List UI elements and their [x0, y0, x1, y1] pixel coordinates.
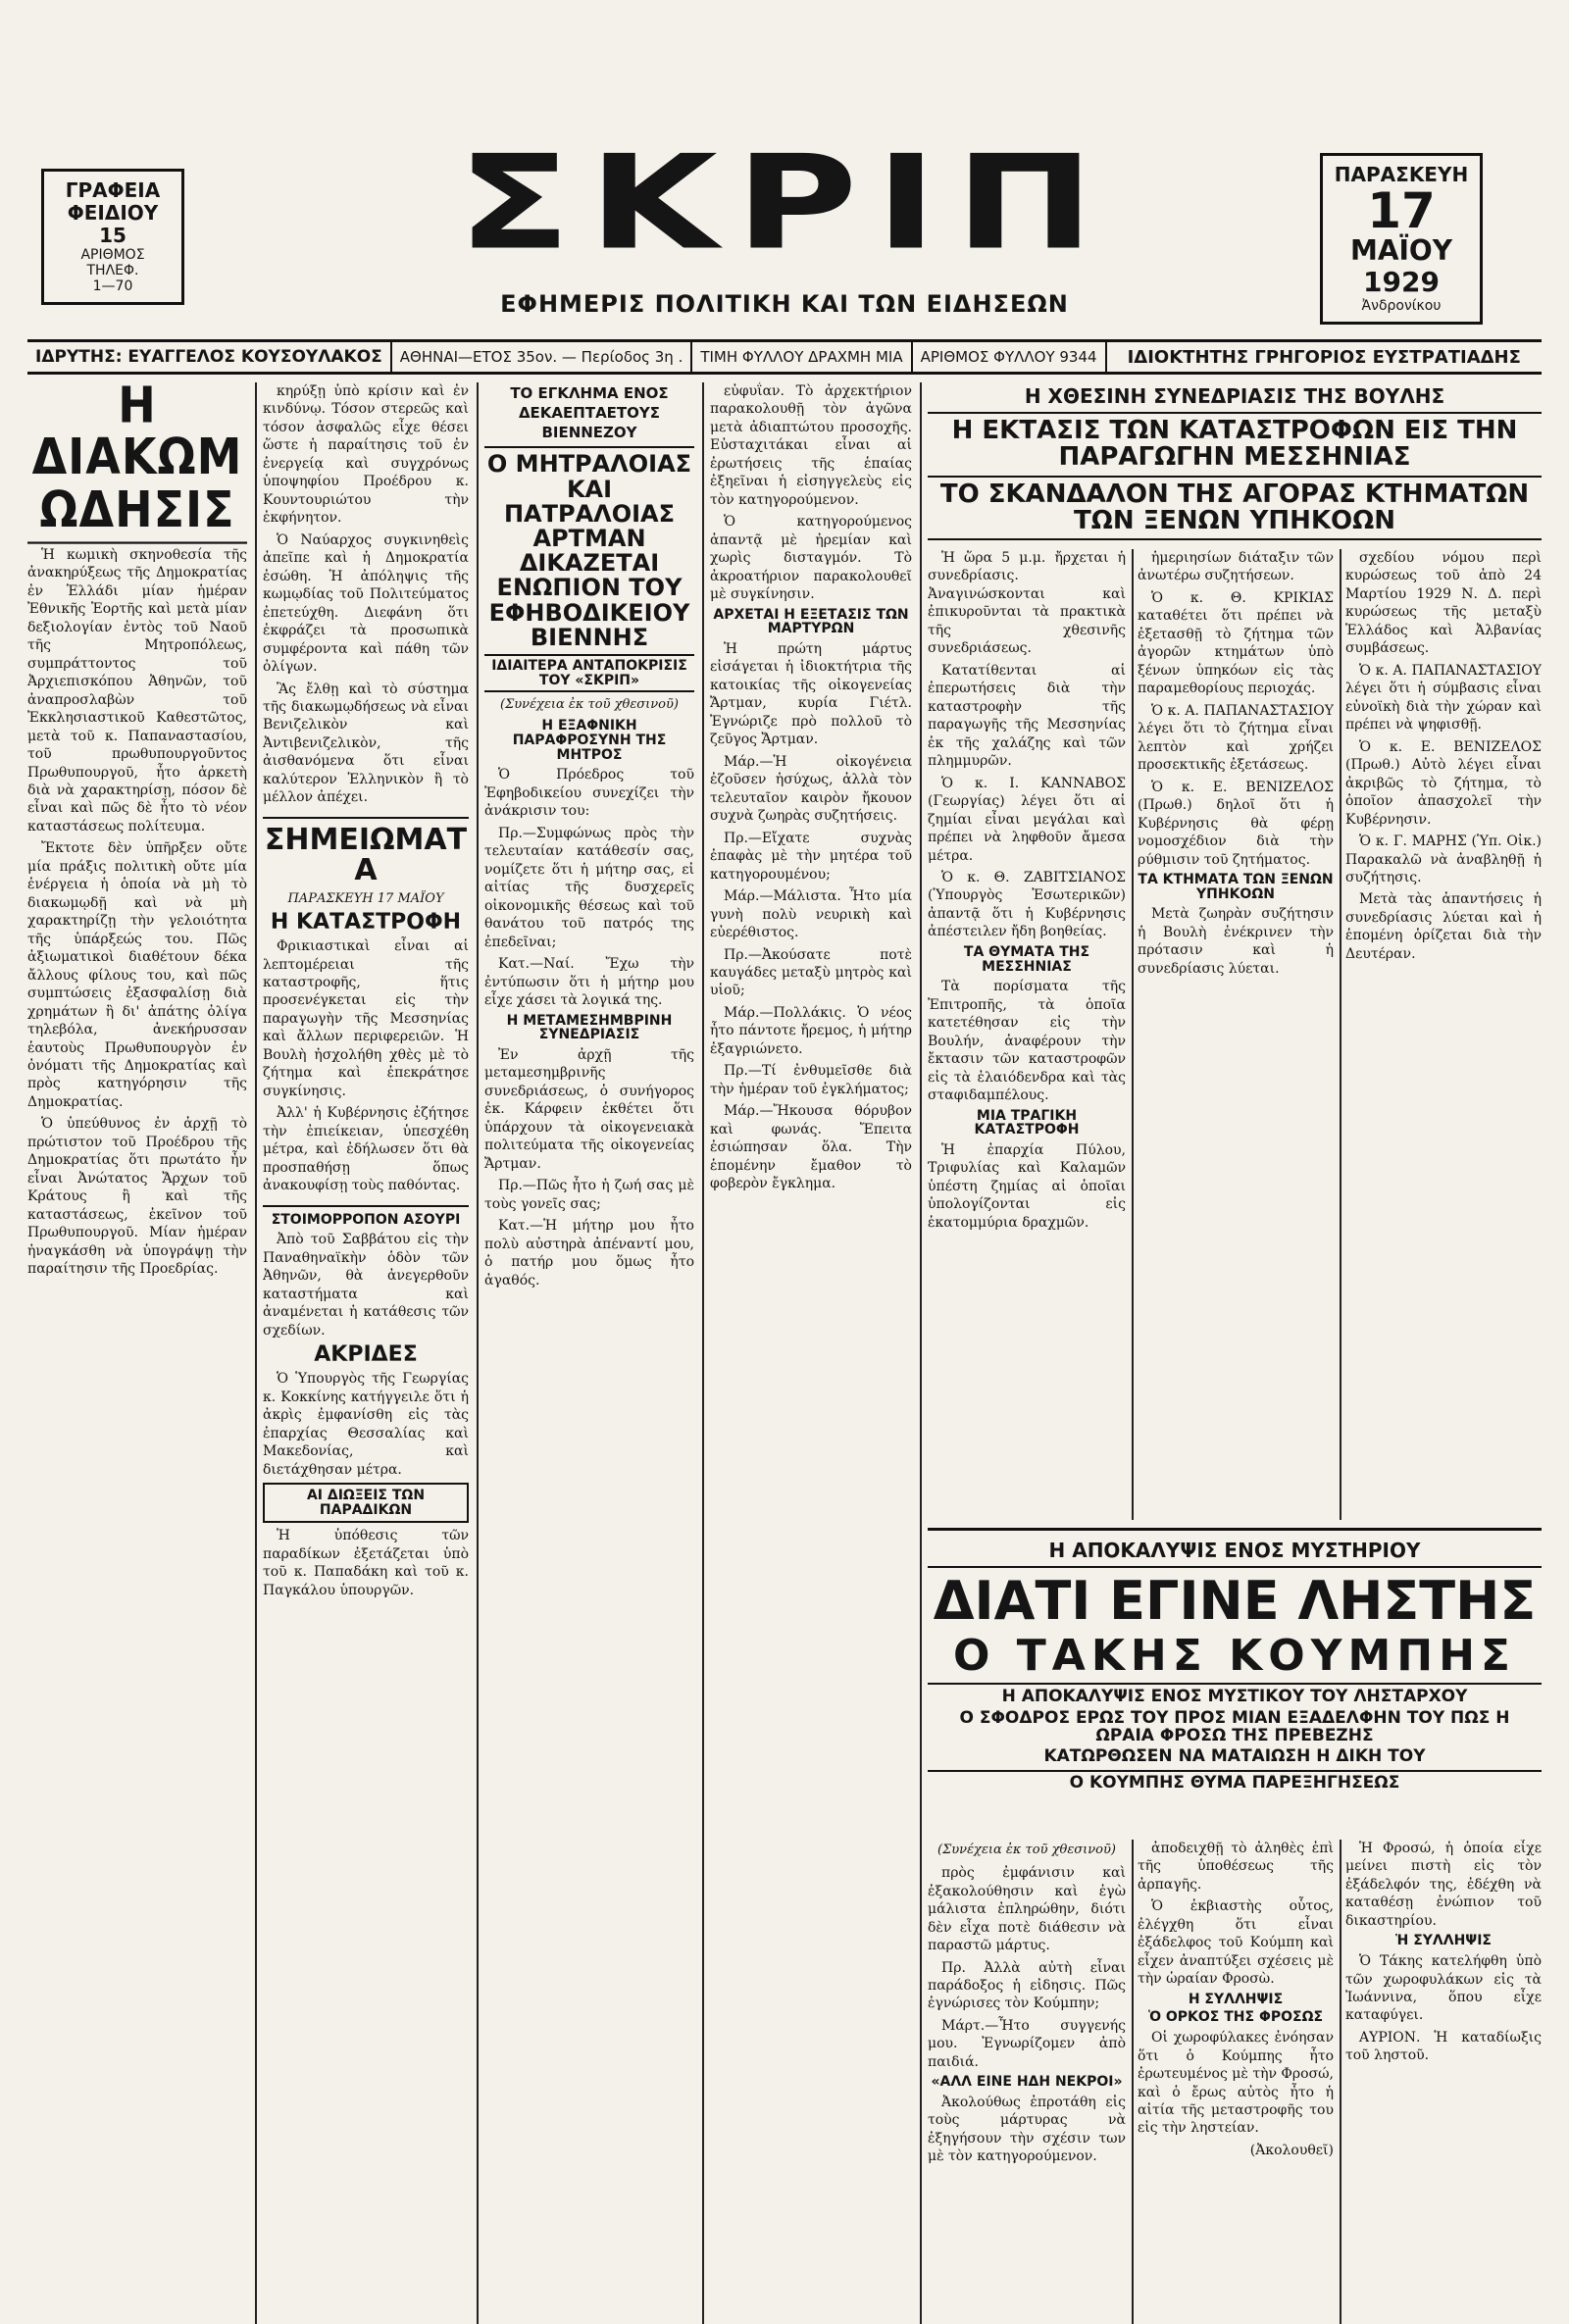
- story-column-b: [1138, 1840, 1334, 2324]
- paragraph: Ὁ κ. Γ. ΜΑΡΗΣ (Ὑπ. Οἰκ.) Παρακαλῶ νὰ ἀναβληθῇ ἡ συζήτησις.: [1345, 834, 1542, 885]
- story-subhead: Ὁ ΟΡΚΟΣ ΤΗΣ ΦΡΟΣΩΣ: [1147, 2009, 1324, 2026]
- phone-number: 1—70: [92, 278, 133, 295]
- owner: ΙΔΙΟΚΤΗΤΗΣ ΓΡΗΓΟΡΙΟΣ ΕΥΣΤΡΑΤΙΑΔΗΣ: [1127, 346, 1521, 368]
- story-deck-3: ΚΑΤΩΡΘΩΣΕΝ ΝΑ ΜΑΤΑΙΩΣΗ Η ΔΙΚΗ ΤΟΥ: [1043, 1746, 1426, 1767]
- paragraph: Ἀπὸ τοῦ Σαββάτου εἰς τὴν Παναθηναϊκὴν ὁδὸν τῶν Ἀθηνῶν, θὰ ἀνεγερθοῦν καταστήματα καὶ ἀναμένεται ἡ κατάθεσις τῶν σχεδίων.: [263, 1232, 469, 1339]
- paragraph: Μάρ.—Ἤκουσα θόρυβον καὶ φωνάς. Ἔπειτα ἐσιώπησαν ὅλα. Τὴν ἑπομένην ἔμαθον τὸ φοβερὸν ἔγκλημα.: [710, 1103, 912, 1192]
- paragraph: Πρ.—Συμφώνως πρὸς τὴν τελευταίαν κατάθεσίν σας, νομίζετε ὅτι ἡ μήτηρ σας, εἰ αἰτίας τῆς δυσχερεῖς οἰκονομικῆς θέσεως καὶ τοῦ θανάτου τοῦ πατρός της ἐπεδεῖναι;: [484, 825, 694, 950]
- story-deck-1: Η ΑΠΟΚΑΛΥΨΙΣ ΕΝΟΣ ΜΥΣΤΙΚΟΥ ΤΟΥ ΛΗΣΤΑΡΧΟΥ: [928, 1683, 1542, 1706]
- paragraph: Ὁ Πρόεδρος τοῦ Ἐφηβοδικείου συνεχίζει τὴν ἀνάκρισιν του:: [484, 767, 694, 820]
- paragraph: Τὰ πορίσματα τῆς Ἐπιτροπῆς, τὰ ὁποῖα κατετέθησαν εἰς τὴν Βουλήν, ἀναφέρουν τὴν ἔκτασιν τῶν καταστροφῶν εἰς τὰ ἐλαιόδενδρα καὶ τὰς σταφιδαμπέλους.: [928, 979, 1126, 1104]
- column-rule: [920, 382, 922, 2324]
- founder: ΙΔΡΥΤΗΣ: ΕΥΑΓΓΕΛΟΣ ΚΟΥΣΟΥΛΑΚΟΣ: [27, 342, 392, 372]
- columns-area: [27, 382, 1542, 2324]
- paragraph: Ὁ κ. Α. ΠΑΠΑΝΑΣΤΑΣΙΟΥ λέγει ὅτι ἡ σύμβασις εἶναι εὐνοϊκὴ διὰ τὴν χώραν καὶ πρέπει νὰ ψηφισθῇ.: [1345, 662, 1542, 733]
- box-title: ΣΤΟΙΜΟΡΡΟΠΟΝ ΑΣΟΥΡΙ: [271, 1211, 461, 1228]
- column-rule: [702, 382, 704, 2324]
- separator: [263, 1205, 469, 1207]
- tragic-section: ΜΙΑ ΤΡΑΓΙΚΗ ΚΑΤΑΣΤΡΟΦΗ: [974, 1107, 1080, 1138]
- column-7: [1345, 549, 1542, 1520]
- paragraph: Πρ.—Εἴχατε συχνὰς ἐπαφὰς μὲ τὴν μητέρα τοῦ κατηγορουμένου;: [710, 830, 912, 883]
- notes-title: Η ΚΑΤΑΣΤΡΟΦΗ: [270, 909, 462, 935]
- paragraph: ἀποδειχθῇ τὸ ἀληθὲς ἐπὶ τῆς ὑποθέσεως τῆς ἀρπαγῆς.: [1138, 1841, 1334, 1893]
- parliament-kicker: Η ΧΘΕΣΙΝΗ ΣΥΝΕΔΡΙΑΣΙΣ ΤΗΣ ΒΟΥΛΗΣ: [928, 382, 1542, 414]
- story-headline-1: ΔΙΑΤΙ ΕΓΙΝΕ ΛΗΣΤΗΣ: [933, 1570, 1537, 1632]
- paragraph: κηρύξῃ ὑπὸ κρίσιν καὶ ἐν κινδύνῳ. Τόσον στερεῶς καὶ τόσον ἀσφαλῶς εἶχε θέσει ὥστε ἡ παραίτησις τοῦ ἐν ἐνεργείᾳ καὶ συγχρόνως ὑποψηφίου Προέδρου κ. Κουντουριώτου τὴν ἐκφήνητον.: [263, 383, 469, 527]
- newspaper-title: ΣΚΡΙΠ: [457, 127, 1112, 279]
- paragraph: Κατατίθενται αἱ ἐπερωτήσεις διὰ τὴν καταστροφὴν τῆς παραγωγῆς τῆς Μεσσηνίας ἐκ τῆς χαλάζης καὶ τῶν πλημμυρῶν.: [928, 662, 1126, 770]
- issue-number: ΑΡΙΘΜΟΣ ΦΥΛΛΟΥ 9344: [913, 342, 1107, 372]
- paragraph: Ὁ Ναύαρχος συγκινηθεὶς ἀπεῖπε καὶ ἡ Δημοκρατία ἐσώθη. Ἡ ἀπόληψις τῆς κωμῳδίας τοῦ Πολιτεύματος ἐπετεύχθη. Διεφάνη ὅτι ἐκφράζει τὰ προσωπικὰ συμφέροντα καὶ πάθη τῶν ὀλίγων.: [263, 531, 469, 676]
- column-3: [484, 382, 694, 2324]
- date-month: ΜΑΪΟΥ: [1349, 234, 1453, 267]
- paragraph: Ἡ Φροσώ, ἡ ὁποία εἶχε μείνει πιστὴ εἰς τὸν ἐξάδελφόν της, ἐδέχθη νὰ καταθέσῃ ἐνώπιον τοῦ δικαστηρίου.: [1345, 1841, 1542, 1929]
- trial-headline: Ο ΜΗΤΡΑΛΟΙΑΣ ΚΑΙ ΠΑΤΡΑΛΟΙΑΣ ΑΡΤΜΑΝ ΔΙΚΑΖΕΤΑΙ ΕΝΩΠΙΟΝ ΤΟΥ ΕΦΗΒΟΔΙΚΕΙΟΥ ΒΙΕΝΝΗΣ: [486, 450, 692, 651]
- trial-section-2: Η ΜΕΤΑΜΕΣΗΜΒΡΙΝΗ ΣΥΝΕΔΡΙΑΣΙΣ: [506, 1012, 673, 1043]
- column-5: [928, 549, 1126, 1520]
- column-2: [263, 382, 469, 2324]
- paragraph: ΑΥΡΙΟΝ. Ἡ καταδίωξις τοῦ ληστοῦ.: [1345, 2029, 1542, 2064]
- paragraph: Ἡ ἐπαρχία Πύλου, Τριφυλίας καὶ Καλαμῶν ὑπέστη ζημίας αἱ ὁποῖαι ὑπολογίζονται εἰς ἑκατομμύρια δραχμῶν.: [928, 1141, 1126, 1231]
- paragraph: πρὸς ἐμφάνισιν καὶ ἐξακολούθησιν καὶ ἐγὼ μάλιστα ἐπληρώθην, διότι δὲν εἶχα ποτὲ διάθεσιν νὰ παραστῶ μάρτυς.: [928, 1865, 1126, 1954]
- paragraph: Φρικιαστικαὶ εἶναι αἱ λεπτομέρειαι τῆς καταστροφῆς, ἥτις προσενέγκεται εἰς τὴν παραγωγὴν τῆς Μεσσηνίας καὶ ἄλλων περιφερειῶν. Ἡ Βουλὴ ἠσχολήθη χθὲς μὲ τὸ ζήτημα καὶ ἐπεκράτησε συγκίνησις.: [263, 938, 469, 1099]
- column-6: [1138, 549, 1334, 1520]
- paragraph: Μετὰ ζωηρὰν συζήτησιν ἡ Βουλὴ ἐνέκρινεν τὴν πρότασιν καὶ ἡ συνεδρίασις λύεται.: [1138, 906, 1334, 977]
- paragraph: ἡμεριησίων διάταξιν τῶν ἀνωτέρω συζητήσεων.: [1138, 550, 1334, 584]
- column-rule: [1340, 549, 1341, 1520]
- trial-byline: ΙΔΙΑΙΤΕΡΑ ΑΝΤΑΠΟΚΡΙΣΙΣ ΤΟΥ «ΣΚΡΙΠ»: [484, 654, 694, 692]
- bottom-title: ΑΙ ΔΙΩΞΕΙΣ ΤΩΝ ΠΑΡΑΔΙΚΩΝ: [263, 1483, 469, 1523]
- paragraph: Μάρ.—Πολλάκις. Ὁ νέος ἦτο πάντοτε ἤρεμος, ἡ μήτηρ ἐξαγριώνετο.: [710, 1004, 912, 1057]
- column-rule: [477, 382, 479, 2324]
- column-rule: [255, 382, 257, 2324]
- city-year: ΑΘΗΝΑΙ—ΕΤΟΣ 35ον. — Περίοδος 3η .: [392, 342, 693, 372]
- paragraph: Ὁ Τάκης κατελήφθη ὑπὸ τῶν χωροφυλάκων εἰς τὰ Ἰωάννινα, ὅπου εἶχε καταφύγει.: [1345, 1953, 1542, 2024]
- story-column-a: [928, 1840, 1126, 2324]
- date-box: [1320, 153, 1483, 325]
- paragraph: Ἀκολούθως ἐπροτάθη εἰς τοὺς μάρτυρας νὰ ἐξηγήσουν τὴν σχέσιν των μὲ τὸν κατηγορούμενον.: [928, 2095, 1126, 2165]
- paragraph: εὐφυΐαν. Τὸ ἀρχεκτήριον παρακολουθῇ τὸν ἀγῶνα μετὰ ἀδιαπτώτου προσοχῆς. Εὐσταχιτάκαι εἶναι αἱ ἐρωτήσεις τῆς ἑπαίας ἐξηεῖναι ἡ εἰσηγγελεὺς εἰς τὸν κατηγορούμενον.: [710, 383, 912, 508]
- newspaper-tagline: ΕΦΗΜΕΡΙΣ ΠΟΛΙΤΙΚΗ ΚΑΙ ΤΩΝ ΕΙΔΗΣΕΩΝ: [500, 290, 1069, 318]
- paragraph: Ὁ ὑπεύθυνος ἐν ἀρχῇ τὸ πρώτιστον τοῦ Προέδρου τῆς Δημοκρατίας ὅτι πρωτάτο ἦν εἶναι Ἀνώτατος Ἄρχων τοῦ Κράτους ἢ καὶ τῆς καταστάσεως, ἐκεῖνον τοῦ Πρωθυπουργοῦ. Μίαν ἡμέραν ἠναγκάσθη νὰ ὑπογράψῃ τὴν παραίτησιν τῆς Προεδρίας.: [27, 1116, 247, 1278]
- akrides-title: ΑΚΡΙΔΕΣ: [314, 1342, 418, 1368]
- witness-section: ΑΡΧΕΤΑΙ Η ΕΞΕΤΑΣΙΣ ΤΩΝ ΜΑΡΤΥΡΩΝ: [713, 606, 909, 637]
- phone-label: ΑΡΙΘΜΟΣ ΤΗΛΕΦ.: [80, 247, 145, 279]
- paragraph: Μάρ.—Μάλιστα. Ἦτο μία γυνὴ πολὺ νευρικὴ καὶ εὐερέθιστος.: [710, 888, 912, 941]
- paragraph: Ὁ κ. Ε. ΒΕΝΙΖΕΛΟΣ (Πρωθ.) δηλοῖ ὅτι ἡ Κυβέρνησις θὰ φέρῃ νομοσχέδιον διὰ τὴν ρύθμισιν τοῦ ζητήματος.: [1138, 779, 1334, 868]
- paragraph: Ὁ ἐκβιαστὴς οὗτος, ἐλέγχθη ὅτι εἶναι ἐξάδελφος τοῦ Κούμπη καὶ εἶχεν ἀναπτύξει σχέσεις μὲ τὴν ὡραίαν Φροσὼ.: [1138, 1898, 1334, 1988]
- paragraph: Ὁ κ. Α. ΠΑΠΑΝΑΣΤΑΣΙΟΥ λέγει ὅτι τὸ ζήτημα εἶναι λεπτὸν καὶ χρήζει προσεκτικῆς ἐξετάσεως.: [1138, 702, 1334, 774]
- trial-continued: (Συνέχεια ἐκ τοῦ χθεσινοῦ): [500, 697, 679, 713]
- paragraph: Ἔκτοτε δὲν ὑπῆρξεν οὔτε μία πράξις πολιτικὴ οὔτε μία ἐνέργεια ἡ ὁποία νὰ μὴ τὸ διακωμῳδῇ καὶ νὰ μὴ χαρακτηρίζῃ τὴν γελοιότητα τῆς ὑπάρξεώς του. Πῶς ἀξιωματικοὶ διαθέτουν δέκα ἄλλους φίλους του, καὶ πῶς συμπτώσεις ἐξασφαλίσῃ διὰ χρημάτων ἢ δι' ἀπάτης ὀλίγα τηλεβόλα, ἀνεκήρυσσαν ἑαυτοὺς Πρωθυπουργὸν ἐν ὀνόματι τῆς Δημοκρατίας καὶ πρὸς κατηγόρησιν τῆς Δημοκρατίας.: [27, 840, 247, 1110]
- parliament-headline-2: ΤΟ ΣΚΑΝΔΑΛΟΝ ΤΗΣ ΑΓΟΡΑΣ ΚΤΗΜΑΤΩΝ ΤΩΝ ΞΕΝΩΝ ΥΠΗΚΟΩΝ: [928, 481, 1542, 541]
- date-weekday: ΠΑΡΑΣΚΕΥΗ: [1334, 163, 1469, 186]
- separator: [263, 817, 469, 819]
- paragraph: Ἐν ἀρχῇ τῆς μεταμεσημβρινῆς συνεδριάσεως, ὁ συνήγορος ἐκ. Κάρφειν ἐκθέτει ὅτι ὑπάρχουν τὰ οἰκογενειακὰ πολιτεύματα τῆς οἰκογενείας Ἄρτμαν.: [484, 1046, 694, 1172]
- paragraph: σχεδίου νόμου περὶ κυρώσεως τοῦ ἀπὸ 24 Μαρτίου 1929 Ν. Δ. περὶ κυρώσεως τῆς μεταξὺ Ἑλλάδος καὶ Ἀλβανίας συμβάσεως.: [1345, 550, 1542, 657]
- paragraph: Μάρτ.—Ἦτο συγγενής μου. Ἐγνωρίζομεν ἀπὸ παιδιά.: [928, 2017, 1126, 2070]
- victims-section: ΤΑ ΘΥΜΑΤΑ ΤΗΣ ΜΕΣΣΗΝΙΑΣ: [963, 943, 1090, 975]
- paragraph: Ὁ κατηγορούμενος ἀπαντᾷ μὲ ἠρεμίαν καὶ χωρὶς δισταγμόν. Τὸ ἀκροατήριον παρακολουθεῖ μὲ συγκίνησιν.: [710, 514, 912, 603]
- masthead: [27, 35, 1542, 318]
- paragraph: Κατ.—Ναί. Ἔχω τὴν ἐντύπωσιν ὅτι ἡ μήτηρ μου εἶχε χάσει τὰ λογικά της.: [484, 956, 694, 1009]
- story-column-c: [1345, 1840, 1542, 2324]
- notes-date: ΠΑΡΑΣΚΕΥΗ 17 ΜΑΪΟΥ: [287, 890, 444, 906]
- foreign-estates-section: ΤΑ ΚΤΗΜΑΤΑ ΤΩΝ ΞΕΝΩΝ ΥΠΗΚΟΩΝ: [1138, 871, 1334, 902]
- paragraph: Ἡ κωμικὴ σκηνοθεσία τῆς ἀνακηρύξεως τῆς Δημοκρατίας ἐν Ἑλλάδι μίαν ἡμέραν Ἐθνικῆς Ἑορτῆς καὶ μετὰ μίαν δεξιολογίαν ἐντὸς τοῦ Ναοῦ τῆς Μητροπόλεως, συμπράττοντος τοῦ Ἀρχιεπισκόπου Ἀθηνῶν, τοῦ ἀναπροσλαβὼν τοῦ Ἐκκλησιαστικοῦ Καθεστῶτος, μετὰ τοῦ κ. Παπαναστασίου, τοῦ πρωθυπουργοῦντος Πρωθυπουργοῦ, ἦτο ἀρκετὴ διὰ νὰ χαρακτηρίσῃ, πόσον δὲ εἶναι καὶ πῶς δὲ ἦτο τὸ νέον καταστάσεως πολίτευμα.: [27, 546, 247, 834]
- story-deck-4: Ο ΚΟΥΜΠΗΣ ΘΥΜΑ ΠΑΡΕΞΗΓΗΣΕΩΣ: [928, 1770, 1542, 1793]
- office-label: ΓΡΑΦΕΙΑ: [65, 178, 161, 202]
- paragraph: Κατ.—Ἡ μήτηρ μου ἦτο πολὺ αὐστηρὰ ἀπέναντί μου, ὁ πατήρ μου ὅμως ἦτο ἀγαθός.: [484, 1218, 694, 1288]
- paragraph: Πρ.—Ἀκούσατε ποτὲ καυγάδες μεταξὺ μητρὸς καὶ υἱοῦ;: [710, 946, 912, 999]
- paragraph: Ἡ πρώτη μάρτυς εἰσάγεται ἡ ἰδιοκτήτρια τῆς κατοικίας τῆς οἰκογενείας Ἄρτμαν, κυρία Γιέτλ. Ἐγνώριζε πρὸ πολλοῦ τὸ ζεῦγος Ἄρτμαν.: [710, 641, 912, 748]
- paragraph: Ἀλλ' ἡ Κυβέρνησις ἐζήτησε τὴν ἐπιείκειαν, ὑπεσχέθη μέτρα, καὶ ἐδήλωσεν ὅτι θὰ προσπαθήσῃ ὅπως ἀνακουφίσῃ τοὺς παθόντας.: [263, 1105, 469, 1194]
- story-headlines: [928, 1528, 1542, 1835]
- date-saint: Ἀνδρονίκου: [1361, 298, 1442, 315]
- story-subhead: Ἡ ΣΥΛΛΗΨΙΣ: [1395, 1933, 1492, 1949]
- paragraph: Πρ.—Πῶς ἦτο ἡ ζωή σας μὲ τοὺς γονεῖς σας;: [484, 1178, 694, 1212]
- paragraph: Ἡ ὥρα 5 μ.μ. ἤρχεται ἡ συνεδρίασις. Ἀναγινώσκονται καὶ ἐπικυροῦνται τὰ πρακτικὰ τῆς χθεσινῆς συνεδριάσεως.: [928, 550, 1126, 657]
- column-rule: [1340, 1840, 1341, 2324]
- story-kicker: Η ΑΠΟΚΑΛΥΨΙΣ ΕΝΟΣ ΜΥΣΤΗΡΙΟΥ: [928, 1537, 1542, 1568]
- column-1: [27, 382, 247, 2324]
- paragraph: Ὁ κ. Ι. ΚΑΝΝΑΒΟΣ (Γεωργίας) λέγει ὅτι αἱ ζημίαι εἶναι μεγάλαι καὶ πρέπει νὰ ληφθοῦν ἄμεσα μέτρα.: [928, 775, 1126, 864]
- paragraph: Πρ. Ἀλλὰ αὐτὴ εἶναι παράδοξος ἡ εἰδησις. Πῶς ἐγνώρισες τὸν Κούμπην;: [928, 1959, 1126, 2012]
- paragraph: Ὁ Ὑπουργὸς τῆς Γεωργίας κ. Κοκκίνης κατήγγειλε ὅτι ἡ ἀκρὶς ἐμφανίσθη εἰς τὰς ἐπαρχίας Θεσσαλίας καὶ Μακεδονίας, καὶ διετάχθησαν μέτρα.: [263, 1371, 469, 1478]
- paragraph: Ἂς ἔλθῃ καὶ τὸ σύστημα τῆς διακωμῳδήσεως νὰ εἶναι Βενιζελικὸν καὶ Ἀντιβενιζελικὸν, τῆς ἀισθανόμενα ὅτι εἶναι καλύτερον Ἑλληνικὸν ἢ τὸ μέλλον ἀπέχει.: [263, 681, 469, 806]
- date-year: 1929: [1363, 266, 1440, 299]
- office-address: ΦΕΙΔΙΟΥ 15: [67, 201, 159, 247]
- paragraph: Οἱ χωροφύλακες ἐνόησαν ὅτι ὁ Κούμπης ἦτο ἐρωτευμένος μὲ τὴν Φροσώ, καὶ ὁ ἔρως αὐτὸς ἦτο ἡ αἰτία τῆς μεταστροφῆς του εἰς τὴν ληστείαν.: [1138, 2030, 1334, 2137]
- lead-headline: Η ΔΙΑΚΩΜΩΔΗΣΙΣ: [27, 382, 247, 544]
- parliament-headline-1: Η ΕΚΤΑΣΙΣ ΤΩΝ ΚΑΤΑΣΤΡΟΦΩΝ ΕΙΣ ΤΗΝ ΠΑΡΑΓΩΓΗΝ ΜΕΣΣΗΝΙΑΣ: [928, 418, 1542, 478]
- story-subhead: Η ΣΥΛΛΗΨΙΣ: [1188, 1991, 1284, 2007]
- story-continued: (Συνέχεια ἐκ τοῦ χθεσινοῦ): [937, 1843, 1116, 1857]
- trial-section-1: Η ΕΞΑΦΝΙΚΗ ΠΑΡΑΦΡΟΣΥΝΗ ΤΗΣ ΜΗΤΡΟΣ: [512, 718, 667, 763]
- paragraph: Ὁ κ. Θ. ΚΡΙΚΙΑΣ καταθέτει ὅτι πρέπει νὰ ἐξετασθῇ τὸ ζήτημα τῶν ἀγορῶν κτημάτων ὑπὸ ξένων ὑπηκόων εἰς τὰς παραμεθορίους περιοχάς.: [1138, 589, 1334, 697]
- trial-kicker: ΤΟ ΕΓΚΛΗΜΑ ΕΝΟΣ ΔΕΚΑΕΠΤΑΕΤΟΥΣ ΒΙΕΝΝΕΖΟΥ: [484, 382, 694, 448]
- issue-price: ΤΙΜΗ ΦΥΛΛΟΥ ΔΡΑΧΜΗ ΜΙΑ: [692, 342, 912, 372]
- parliament-headlines: [928, 382, 1542, 544]
- paragraph: Ὁ κ. Θ. ΖΑΒΙΤΣΙΑΝΟΣ (Ὑπουργὸς Ἐσωτερικῶν) ἀπαντᾷ ὅτι ἡ Κυβέρνησις ἀπέστειλεν ἤδη βοηθείας.: [928, 869, 1126, 940]
- story-deck-2: Ο ΣΦΟΔΡΟΣ ΕΡΩΣ ΤΟΥ ΠΡΟΣ ΜΙΑΝ ΕΞΑΔΕΛΦΗΝ ΤΟΥ ΠΩΣ Η ΩΡΑΙΑ ΦΡΟΣΩ ΤΗΣ ΠΡΕΒΕΖΗΣ: [959, 1707, 1510, 1745]
- column-4: [710, 382, 912, 2324]
- paragraph: Πρ.—Τί ἐνθυμεῖσθε διὰ τὴν ἡμέραν τοῦ ἐγκλήματος;: [710, 1063, 912, 1097]
- info-bar: [27, 339, 1542, 375]
- story-follows: (Ἀκολουθεῖ): [1249, 2142, 1334, 2158]
- paragraph: Ἡ ὑπόθεσις τῶν παραδίκων ἐξετάζεται ὑπὸ τοῦ κ. Παπαδάκη καὶ τοῦ κ. Παγκάλου ὑπουργῶν.: [263, 1528, 469, 1598]
- paragraph: Μετὰ τὰς ἀπαντήσεις ἡ συνεδρίασις λύεται καὶ ἡ ἑπομένη ὁρίζεται διὰ τὴν Δευτέραν.: [1345, 891, 1542, 962]
- date-day: 17: [1367, 182, 1436, 239]
- paragraph: Μάρ.—Ἡ οἰκογένεια ἐζοῦσεν ἡσύχως, ἀλλὰ τὸν τελευταῖον καιρὸν ἤκουον συχνὰ ζωηρὰς συζητήσεις.: [710, 753, 912, 825]
- notes-headline: ΣΗΜΕΙΩΜΑΤΑ: [264, 822, 468, 888]
- paragraph: Ὁ κ. Ε. ΒΕΝΙΖΕΛΟΣ (Πρωθ.) Αὐτὸ λέγει εἶναι ἀκριβῶς τὸ ζήτημα, τὸ ὁποῖον ἀπασχολεῖ τὴν Κυβέρνησιν.: [1345, 738, 1542, 828]
- story-subhead: «ΑΛΛ ΕΙΝΕ ΗΔΗ ΝΕΚΡΟΙ»: [931, 2074, 1123, 2091]
- story-headline-2: Ο ΤΑΚΗΣ ΚΟΥΜΠΗΣ: [953, 1630, 1516, 1681]
- column-rule: [1132, 549, 1134, 1520]
- column-rule: [1132, 1840, 1134, 2324]
